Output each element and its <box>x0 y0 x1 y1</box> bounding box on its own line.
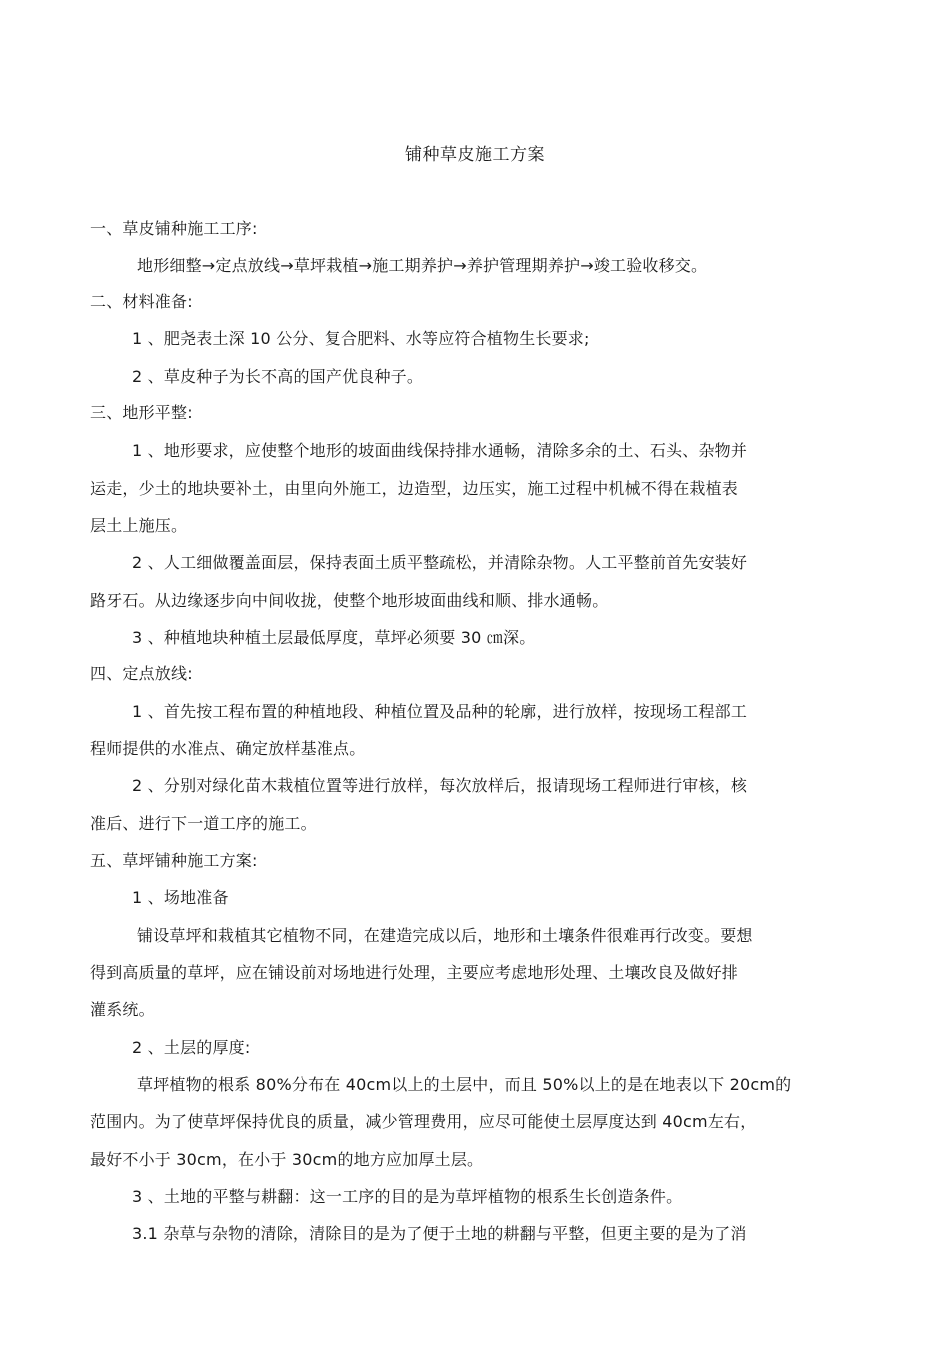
paragraph-line: 路牙石。从边缘逐步向中间收拢，使整个地形坡面曲线和顺、排水通畅。 <box>90 591 609 610</box>
paragraph-line: 3 、种植地块种植土层最低厚度，草坪必须要 30 ㎝深。 <box>132 628 536 647</box>
paragraph-line: 铺设草坪和栽植其它植物不同，在建造完成以后，地形和土壤条件很难再行改变。要想 <box>137 926 753 945</box>
paragraph-line: 1 、场地准备 <box>132 888 229 907</box>
paragraph-line: 1 、首先按工程布置的种植地段、种植位置及品种的轮廓，进行放样，按现场工程部工 <box>132 702 748 721</box>
paragraph-line: 准后、进行下一道工序的施工。 <box>90 814 317 833</box>
paragraph-line: 得到高质量的草坪，应在铺设前对场地进行处理，主要应考虑地形处理、土壤改良及做好排 <box>90 963 739 982</box>
paragraph-line: 范围内。为了使草坪保持优良的质量，减少管理费用，应尽可能使土层厚度达到 40cm左右， <box>90 1112 757 1131</box>
paragraph-line: 3 、土地的平整与耕翻：这一工序的目的是为草坪植物的根系生长创造条件。 <box>132 1187 683 1206</box>
paragraph-line: 2 、人工细做覆盖面层，保持表面土质平整疏松，并清除杂物。人工平整前首先安装好 <box>132 553 748 572</box>
section-heading-1: 一、草皮铺种施工工序: <box>90 219 258 238</box>
section-heading-3: 三、地形平整: <box>90 403 193 422</box>
paragraph-line: 程师提供的水准点、确定放样基准点。 <box>90 739 366 758</box>
paragraph-line: 1 、地形要求，应使整个地形的坡面曲线保持排水通畅，清除多余的土、石头、杂物并 <box>132 441 748 460</box>
section-heading-5: 五、草坪铺种施工方案: <box>90 851 258 870</box>
paragraph-line: 地形细整→定点放线→草坪栽植→施工期养护→养护管理期养护→竣工验收移交。 <box>137 256 708 275</box>
paragraph-line: 2 、土层的厚度: <box>132 1038 251 1057</box>
paragraph-line: 草坪植物的根系 80%分布在 40cm以上的土层中，而且 50%以上的是在地表以下 20cm的 <box>137 1075 792 1094</box>
paragraph-line: 最好不小于 30cm，在小于 30cm的地方应加厚土层。 <box>90 1150 484 1169</box>
paragraph-line: 3.1 杂草与杂物的清除，清除目的是为了便于土地的耕翻与平整，但更主要的是为了消 <box>132 1224 747 1243</box>
paragraph-line: 1 、肥尧表土深 10 公分、复合肥料、水等应符合植物生长要求; <box>132 329 590 348</box>
paragraph-line: 运走，少土的地块要补土，由里向外施工，边造型，边压实，施工过程中机械不得在栽植表 <box>90 479 739 498</box>
section-heading-4: 四、定点放线: <box>90 664 193 683</box>
section-heading-2: 二、材料准备: <box>90 292 193 311</box>
paragraph-line: 2 、分别对绿化苗木栽植位置等进行放样，每次放样后，报请现场工程师进行审核，核 <box>132 776 748 795</box>
document-title: 铺种草皮施工方案 <box>405 145 545 165</box>
paragraph-line: 灌系统。 <box>90 1000 155 1019</box>
paragraph-line: 层土上施压。 <box>90 516 188 535</box>
paragraph-line: 2 、草皮种子为长不高的国产优良种子。 <box>132 367 424 386</box>
